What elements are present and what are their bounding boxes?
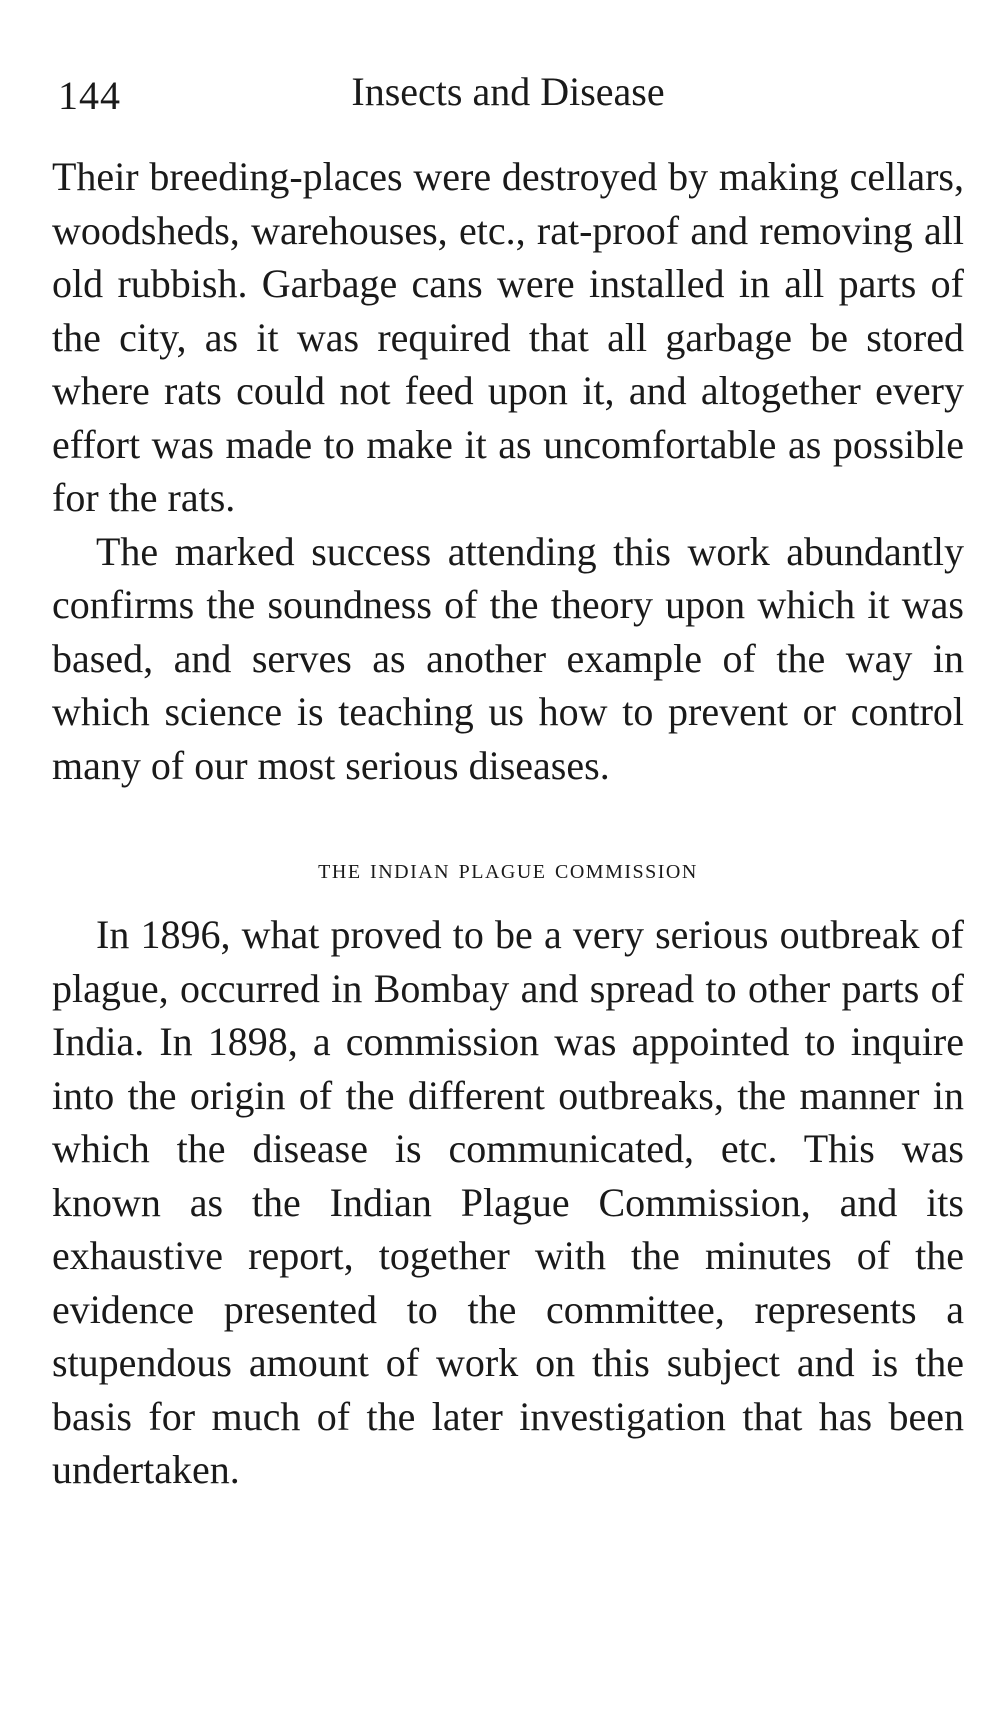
paragraph: In 1896, what proved to be a very serious outbreak of plague, occurred in Bombay and spread to other parts of India. In 1898, a commission was appointed to inquire into the origin of the different outbreaks, the manner in which the disease is communicated, etc. This was known as the Indian Plague Commission, and its exhaustive report, together with the minutes of the evidence presented to the committee, represents a stupendous amount of work on this subject and is the basis for much of the later investigation that has been undertaken. [52, 912, 964, 1492]
page-number: 144 [58, 73, 121, 118]
section-heading: the indian plague commission [318, 854, 698, 885]
paragraph-continued: Their breeding-places were destroyed by making cellars, woodsheds, warehouses, etc., rat-proof and removing all old rubbish. Garbage cans were installed in all parts of the city, as it was required that all garbage be stored where rats could not feed upon it, and altogether every effort was made to make it as uncomfortable as possible for the rats. [52, 154, 964, 520]
paragraph: The marked success attending this work abundantly confirms the soundness of the theory upon which it was based, and serves as another example of the way in which science is teaching us how to prevent or control many of our most serious diseases. [52, 528, 964, 788]
body-text [52, 150, 964, 1497]
running-title: Insects and Disease [351, 69, 665, 114]
running-head [52, 62, 964, 122]
book-page [52, 62, 964, 1497]
